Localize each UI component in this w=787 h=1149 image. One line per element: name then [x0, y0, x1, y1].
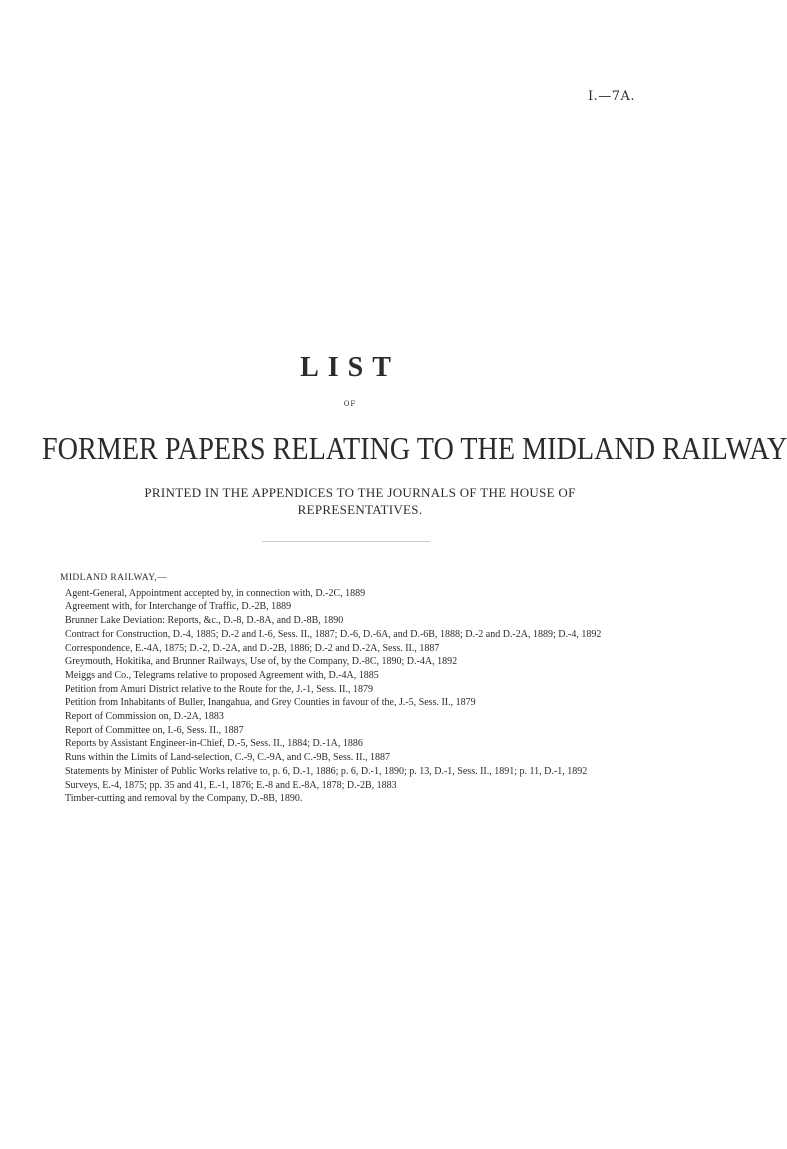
index-entry: Reports by Assistant Engineer-in-Chief, D.-5, Sess. II., 1884; D.-1A, 1886: [65, 738, 363, 750]
index-entry: Petition from Inhabitants of Buller, Inangahua, and Grey Counties in favour of the, J.-5, Sess. II., 1879: [65, 697, 476, 709]
index-entry-list: [60, 587, 685, 806]
index-entry: Meiggs and Co., Telegrams relative to proposed Agreement with, D.-4A, 1885: [65, 669, 379, 681]
title-of: OF: [343, 400, 357, 408]
index-section: [60, 572, 685, 806]
index-heading: MIDLAND RAILWAY,—: [60, 573, 167, 583]
index-entry: Agent-General, Appointment accepted by, in connection with, D.-2C, 1889: [65, 587, 366, 599]
page-reference: I.—7A.: [588, 89, 636, 104]
title-divider-rule: [262, 541, 430, 542]
index-entry: Petition from Amuri District relative to the Route for the, J.-1, Sess. II., 1879: [65, 683, 374, 695]
index-entry: Report of Commission on, D.-2A, 1883: [65, 711, 224, 723]
index-entry: Timber-cutting and removal by the Company, D.-8B, 1890.: [65, 793, 303, 805]
index-entry: Brunner Lake Deviation: Reports, &c., D.-8, D.-8A, and D.-8B, 1890: [65, 615, 344, 627]
title-list: LIST: [300, 352, 400, 383]
title-subtitle: PRINTED IN THE APPENDICES TO THE JOURNALS OF THE HOUSE OF REPRESENTATIVES.: [144, 485, 576, 517]
index-entry: Report of Committee on, I.-6, Sess. II., 1887: [65, 724, 244, 736]
index-entry: Greymouth, Hokitika, and Brunner Railways, Use of, by the Company, D.-8C, 1890; D.-4A, 1892: [65, 656, 458, 668]
index-entry: Runs within the Limits of Land-selection, C.-9, C.-9A, and C.-9B, Sess. II., 1887: [65, 752, 390, 764]
index-entry: Statements by Minister of Public Works relative to, p. 6, D.-1, 1886; p. 6, D.-1, 1890; p. 13, D.-1, Sess. II., 1891; p. 11, D.-1, 1892: [65, 765, 588, 777]
index-entry: Surveys, E.-4, 1875; pp. 35 and 41, E.-1, 1876; E.-8 and E.-8A, 1878; D.-2B, 1883: [65, 779, 397, 791]
index-entry: Correspondence, E.-4A, 1875; D.-2, D.-2A, and D.-2B, 1886; D.-2 and D.-2A, Sess. II., 1887: [65, 642, 440, 654]
index-entry: Contract for Construction, D.-4, 1885; D.-2 and I.-6, Sess. II., 1887; D.-6, D.-6A, and D.-6B, 1888; D.-2 and D.-2A, 1889; D.-4, 1892: [65, 628, 602, 640]
index-entry: Agreement with, for Interchange of Traffic, D.-2B, 1889: [65, 601, 292, 613]
title-main-heading: FORMER PAPERS RELATING TO THE MIDLAND RAILWAY: [42, 430, 787, 466]
